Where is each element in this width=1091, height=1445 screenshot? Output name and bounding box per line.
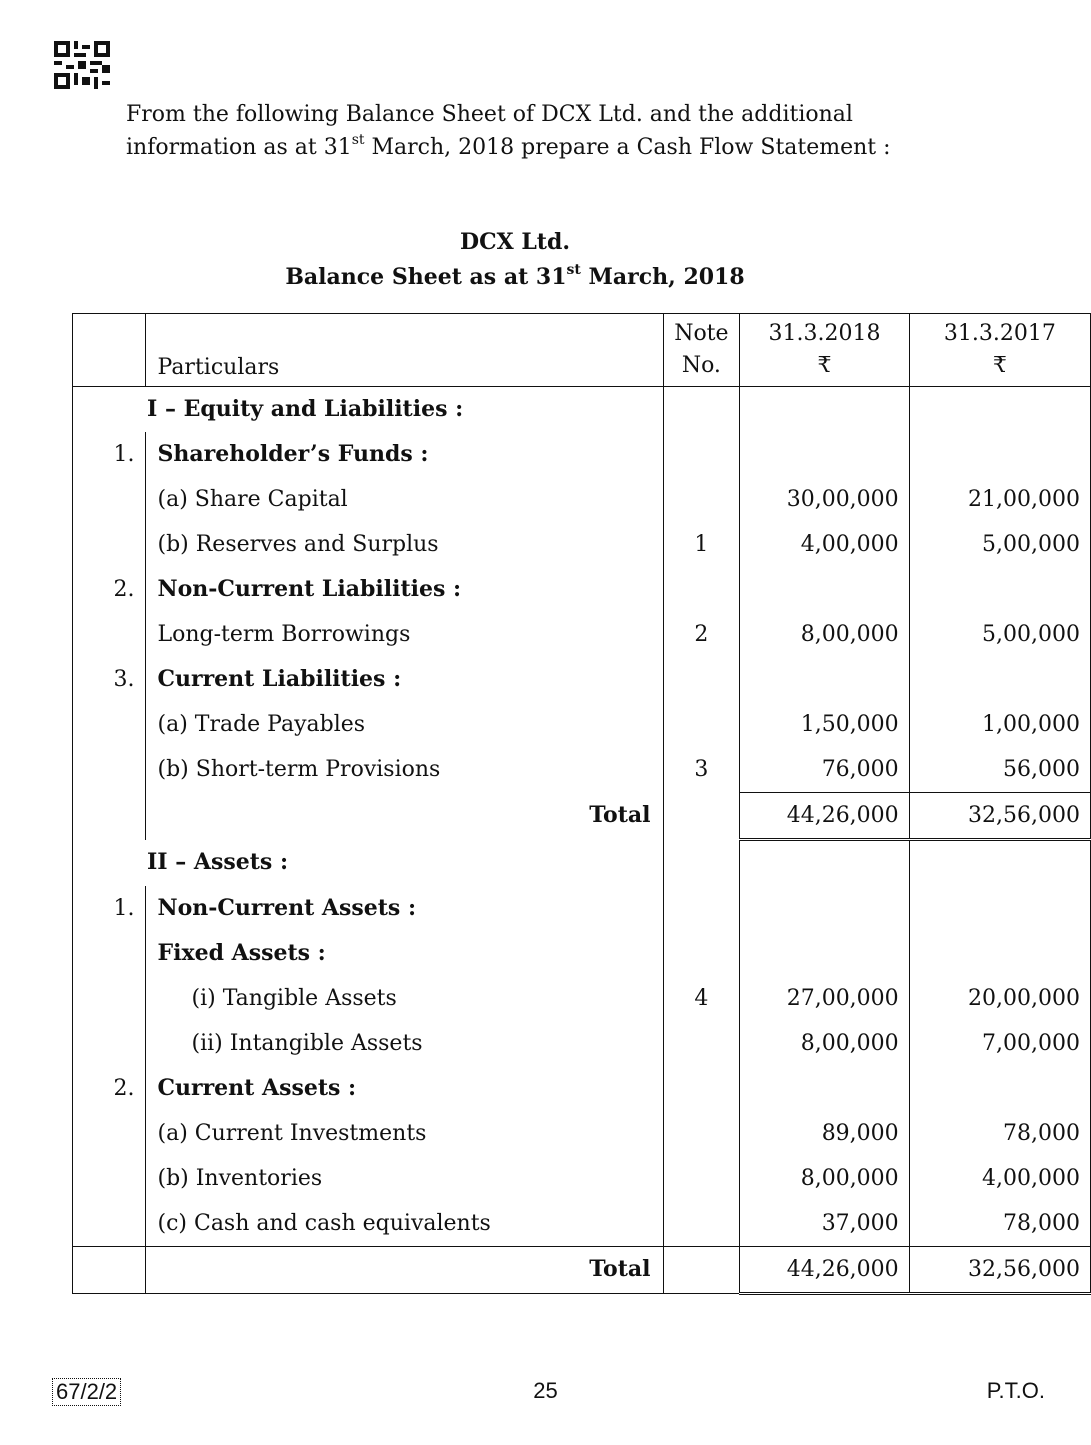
title-start: Balance Sheet as at 31 bbox=[285, 264, 567, 290]
row-value-2018: 1,50,000 bbox=[740, 702, 909, 747]
row-value-2018: 8,00,000 bbox=[740, 612, 909, 657]
table-row bbox=[73, 747, 1091, 793]
row-note bbox=[663, 1066, 740, 1111]
row-note bbox=[663, 1111, 740, 1156]
row-label: Fixed Assets : bbox=[145, 931, 663, 976]
header-2017-date: 31.3.2017 bbox=[943, 321, 1056, 346]
table-row bbox=[73, 657, 1091, 702]
row-label: Long-term Borrowings bbox=[145, 612, 663, 657]
row-note: 4 bbox=[663, 976, 740, 1021]
row-note: 1 bbox=[663, 522, 740, 567]
section-row-equity bbox=[73, 387, 1091, 433]
row-label: (b) Inventories bbox=[145, 1156, 663, 1201]
header-2018 bbox=[740, 314, 909, 387]
row-note bbox=[663, 702, 740, 747]
row-value-2017: 21,00,000 bbox=[909, 477, 1090, 522]
qr-code-icon bbox=[54, 40, 110, 90]
row-value-2018: 8,00,000 bbox=[740, 1156, 909, 1201]
table-row bbox=[73, 522, 1091, 567]
row-label: Current Liabilities : bbox=[145, 657, 663, 702]
row-number bbox=[73, 1156, 146, 1201]
row-value-2017 bbox=[909, 1066, 1090, 1111]
row-note bbox=[663, 931, 740, 976]
row-value-2017 bbox=[909, 567, 1090, 612]
total-row-liabilities bbox=[73, 793, 1091, 840]
row-label: Current Assets : bbox=[145, 1066, 663, 1111]
row-value-2018 bbox=[740, 931, 909, 976]
row-note bbox=[663, 567, 740, 612]
row-value-2017: 4,00,000 bbox=[909, 1156, 1090, 1201]
row-number bbox=[73, 477, 146, 522]
header-particulars: Particulars bbox=[145, 314, 663, 387]
row-number bbox=[73, 931, 146, 976]
total-value-2017: 32,56,000 bbox=[909, 793, 1090, 840]
table-row bbox=[73, 702, 1091, 747]
row-label: Non-Current Assets : bbox=[145, 886, 663, 931]
section-row-assets bbox=[73, 840, 1091, 887]
row-number bbox=[73, 702, 146, 747]
row-value-2017 bbox=[909, 931, 1090, 976]
intro-line-2-end: March, 2018 prepare a Cash Flow Statement : bbox=[364, 135, 891, 160]
title-superscript: st bbox=[566, 261, 581, 278]
row-value-2018 bbox=[740, 657, 909, 702]
row-label: Non-Current Liabilities : bbox=[145, 567, 663, 612]
table-row bbox=[73, 1111, 1091, 1156]
row-value-2017: 20,00,000 bbox=[909, 976, 1090, 1021]
total-value-2018: 44,26,000 bbox=[740, 793, 909, 840]
total-value-2018: 44,26,000 bbox=[740, 1247, 909, 1294]
row-value-2018 bbox=[740, 432, 909, 477]
row-number: 1. bbox=[73, 432, 146, 477]
title-end: March, 2018 bbox=[580, 264, 745, 290]
company-name: DCX Ltd. bbox=[460, 229, 570, 255]
row-label: (b) Short-term Provisions bbox=[145, 747, 663, 793]
table-row bbox=[73, 567, 1091, 612]
row-number bbox=[73, 522, 146, 567]
row-note bbox=[663, 477, 740, 522]
row-number bbox=[73, 1247, 146, 1294]
table-row bbox=[73, 931, 1091, 976]
row-number: 2. bbox=[73, 567, 146, 612]
row-number: 1. bbox=[73, 886, 146, 931]
row-note bbox=[663, 886, 740, 931]
row-number bbox=[73, 1021, 146, 1066]
header-note bbox=[663, 314, 740, 387]
row-number bbox=[73, 976, 146, 1021]
row-value-2017: 5,00,000 bbox=[909, 612, 1090, 657]
balance-sheet-table bbox=[72, 313, 1091, 1295]
row-value-2017: 78,000 bbox=[909, 1111, 1090, 1156]
rupee-symbol: ₹ bbox=[992, 353, 1007, 378]
row-note: 3 bbox=[663, 747, 740, 793]
row-note bbox=[663, 1156, 740, 1201]
row-value-2017: 5,00,000 bbox=[909, 522, 1090, 567]
page-number: 25 bbox=[533, 1378, 558, 1403]
row-value-2018 bbox=[740, 886, 909, 931]
table-row bbox=[73, 432, 1091, 477]
table-row bbox=[73, 1201, 1091, 1247]
header-note-line1: Note bbox=[674, 321, 729, 346]
table-header-row bbox=[73, 314, 1091, 387]
row-note: 2 bbox=[663, 612, 740, 657]
row-note bbox=[663, 1021, 740, 1066]
row-label: Shareholder’s Funds : bbox=[145, 432, 663, 477]
table-row bbox=[73, 976, 1091, 1021]
row-value-2018: 27,00,000 bbox=[740, 976, 909, 1021]
row-value-2018: 37,000 bbox=[740, 1201, 909, 1247]
row-value-2017: 7,00,000 bbox=[909, 1021, 1090, 1066]
table-row bbox=[73, 612, 1091, 657]
rupee-symbol: ₹ bbox=[817, 353, 832, 378]
row-value-2017 bbox=[909, 432, 1090, 477]
row-value-2018 bbox=[740, 567, 909, 612]
row-value-2017 bbox=[909, 886, 1090, 931]
row-note bbox=[663, 432, 740, 477]
row-value-2017: 56,000 bbox=[909, 747, 1090, 793]
header-2017 bbox=[909, 314, 1090, 387]
row-number bbox=[73, 1201, 146, 1247]
row-number: 3. bbox=[73, 657, 146, 702]
row-value-2017: 1,00,000 bbox=[909, 702, 1090, 747]
row-label: (a) Share Capital bbox=[145, 477, 663, 522]
table-row bbox=[73, 477, 1091, 522]
row-number: 2. bbox=[73, 1066, 146, 1111]
row-number bbox=[73, 1111, 146, 1156]
intro-line-1: From the following Balance Sheet of DCX Ltd. and the additional bbox=[126, 102, 853, 127]
row-value-2017 bbox=[909, 657, 1090, 702]
row-note bbox=[663, 657, 740, 702]
table-row bbox=[73, 1156, 1091, 1201]
section-heading-assets: II – Assets : bbox=[147, 848, 289, 875]
pto-label: P.T.O. bbox=[986, 1378, 1045, 1403]
total-value-2017: 32,56,000 bbox=[909, 1247, 1090, 1294]
row-label: (ii) Intangible Assets bbox=[145, 1021, 663, 1066]
intro-text bbox=[126, 98, 979, 164]
row-value-2018: 89,000 bbox=[740, 1111, 909, 1156]
row-value-2017: 78,000 bbox=[909, 1201, 1090, 1247]
row-note bbox=[663, 1201, 740, 1247]
row-number bbox=[73, 793, 146, 840]
row-note bbox=[663, 1247, 740, 1294]
balance-sheet-title bbox=[0, 261, 1030, 290]
header-2018-date: 31.3.2018 bbox=[768, 321, 881, 346]
row-value-2018: 76,000 bbox=[740, 747, 909, 793]
row-label: (c) Cash and cash equivalents bbox=[145, 1201, 663, 1247]
table-row bbox=[73, 1021, 1091, 1066]
section-heading-equity: I – Equity and Liabilities : bbox=[147, 396, 464, 422]
row-label: (b) Reserves and Surplus bbox=[145, 522, 663, 567]
paper-code: 67/2/2 bbox=[52, 1378, 121, 1406]
row-label: (i) Tangible Assets bbox=[145, 976, 663, 1021]
row-value-2018 bbox=[740, 1066, 909, 1111]
table-row bbox=[73, 1066, 1091, 1111]
intro-line-2 bbox=[126, 131, 979, 164]
row-number bbox=[73, 612, 146, 657]
intro-line-2-start: information as at 31 bbox=[126, 135, 352, 160]
row-number bbox=[73, 747, 146, 793]
header-note-line2: No. bbox=[681, 353, 721, 378]
row-value-2018: 30,00,000 bbox=[740, 477, 909, 522]
row-label: (a) Current Investments bbox=[145, 1111, 663, 1156]
total-row-assets bbox=[73, 1247, 1091, 1294]
header-blank bbox=[73, 314, 146, 387]
row-value-2018: 4,00,000 bbox=[740, 522, 909, 567]
row-note bbox=[663, 793, 740, 840]
row-value-2018: 8,00,000 bbox=[740, 1021, 909, 1066]
row-label: (a) Trade Payables bbox=[145, 702, 663, 747]
table-row bbox=[73, 886, 1091, 931]
total-label: Total bbox=[145, 1247, 663, 1294]
total-label: Total bbox=[145, 793, 663, 840]
intro-superscript: st bbox=[351, 131, 365, 148]
